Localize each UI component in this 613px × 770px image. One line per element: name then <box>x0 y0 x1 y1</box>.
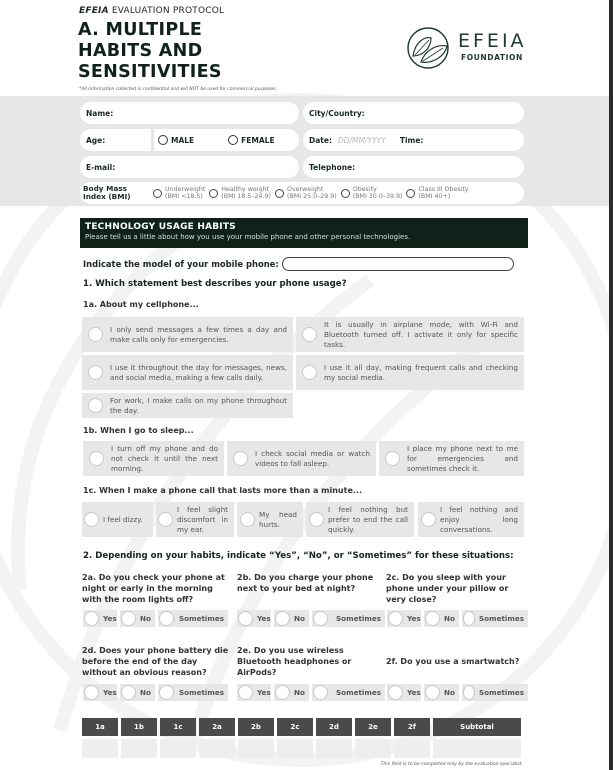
option-1c-2[interactable]: I feel slight discomfort in my ear. <box>156 502 234 537</box>
radio-circle-icon <box>275 189 284 198</box>
bmi-field <box>80 182 524 204</box>
score-cell-subtotal[interactable] <box>433 739 521 758</box>
answers-2e <box>237 684 385 701</box>
option-1a-4[interactable]: I use it all day, making frequent calls and checking my social media. <box>296 355 524 390</box>
radio-circle-icon <box>388 611 403 626</box>
radio-circle-icon <box>158 512 173 527</box>
radio-circle-icon <box>406 189 415 198</box>
answer-2c-no[interactable]: No <box>424 610 459 627</box>
question-2-title: 2. Depending on your habits, indicate “Yes”, “No”, or “Sometimes” for these situations: <box>83 551 514 561</box>
radio-circle-icon <box>88 398 103 413</box>
radio-circle-icon <box>302 327 317 342</box>
score-cell-2a[interactable] <box>199 739 235 758</box>
radio-circle-icon <box>385 451 400 466</box>
radio-circle-icon <box>84 512 99 527</box>
logo-subtitle: FOUNDATION <box>461 53 523 62</box>
radio-circle-icon <box>388 685 403 700</box>
protocol-label: EFEIA EVALUATION PROTOCOL <box>79 6 225 16</box>
answer-2e-yes[interactable]: Yes <box>237 684 271 701</box>
score-cell-2e[interactable] <box>355 739 391 758</box>
radio-circle-icon <box>240 512 255 527</box>
date-time-field[interactable]: Date: DD/MM/YYYY Time: <box>303 129 524 151</box>
answers-2a <box>83 610 228 627</box>
option-1b-1[interactable]: I turn off my phone and do not check it until the next morning. <box>83 441 224 476</box>
specialist-note: This field is to be completed only by the evaluation specialist. <box>380 762 523 767</box>
answer-2a-sometimes[interactable]: Sometimes <box>158 610 228 627</box>
option-1b-3[interactable]: I place my phone next to me for emergencies and sometimes check it. <box>379 441 524 476</box>
question-2f: 2f. Do you use a smartwatch? <box>386 657 520 666</box>
score-cell-1c[interactable] <box>160 739 196 758</box>
page-title: A. MULTIPLE HABITS AND SENSITIVITIES <box>78 20 222 82</box>
score-header: 1a <box>82 718 118 736</box>
answer-2b-sometimes[interactable]: Sometimes <box>312 610 385 627</box>
answers-2d <box>83 684 228 701</box>
male-radio[interactable]: MALE <box>158 135 194 145</box>
answers-2c <box>387 610 528 627</box>
answer-2d-sometimes[interactable]: Sometimes <box>158 684 228 701</box>
score-cell-2d[interactable] <box>316 739 352 758</box>
question-2b: 2b. Do you charge your phone next to your bed at night? <box>237 573 374 593</box>
radio-circle-icon <box>302 365 317 380</box>
radio-circle-icon <box>425 611 440 626</box>
logo-wordmark: EFEIA <box>458 30 527 52</box>
date-placeholder: DD/MM/YYYY <box>337 135 386 145</box>
bmi-option-overweight[interactable]: Overweight (BMI 25.0–29.9) <box>275 186 337 200</box>
option-1c-4[interactable]: I feel nothing but prefer to end the call quickly. <box>306 502 414 537</box>
radio-circle-icon <box>159 685 174 700</box>
score-cell-2c[interactable] <box>277 739 313 758</box>
radio-circle-icon <box>209 189 218 198</box>
radio-circle-icon <box>88 327 103 342</box>
score-cell-2b[interactable] <box>238 739 274 758</box>
radio-circle-icon <box>153 189 162 198</box>
radio-circle-icon <box>121 685 136 700</box>
radio-circle-icon <box>84 685 99 700</box>
gender-field <box>154 129 299 151</box>
radio-circle-icon <box>238 685 253 700</box>
radio-circle-icon <box>88 365 103 380</box>
section-subtitle: Please tell us a little about how you use your mobile phone and other personal technologies. <box>85 233 411 241</box>
option-1c-1[interactable]: I feel dizzy. <box>82 502 153 537</box>
score-header: Subtotal <box>433 718 521 736</box>
name-field[interactable]: Name: <box>80 102 299 124</box>
answer-2a-yes[interactable]: Yes <box>83 610 117 627</box>
phone-model-row <box>83 257 514 271</box>
female-radio[interactable]: FEMALE <box>228 135 274 145</box>
option-1b-2[interactable]: I check social media or watch videos to fall asleep. <box>227 441 376 476</box>
radio-circle-icon <box>159 611 174 626</box>
score-header: 2c <box>277 718 313 736</box>
radio-circle-icon <box>238 611 253 626</box>
answer-2e-sometimes[interactable]: Sometimes <box>312 684 385 701</box>
score-header: 2f <box>394 718 430 736</box>
option-1a-3[interactable]: I use it throughout the day for messages, news, and social media, making a few calls daily. <box>82 355 293 390</box>
answers-2f <box>387 684 528 701</box>
question-2c: 2c. Do you sleep with your phone under your pillow or very close? <box>386 573 509 604</box>
answer-2d-no[interactable]: No <box>120 684 155 701</box>
score-header: 2d <box>316 718 352 736</box>
age-field[interactable]: Age: <box>80 129 151 151</box>
option-1c-3[interactable]: My head hurts. <box>237 502 303 537</box>
answer-2c-sometimes[interactable]: Sometimes <box>462 610 528 627</box>
score-cell-2f[interactable] <box>394 739 430 758</box>
question-1-title: 1. Which statement best describes your phone usage? <box>83 279 347 289</box>
page-edge <box>609 0 613 770</box>
radio-circle-icon <box>158 135 168 145</box>
question-1a-title: 1a. About my cellphone... <box>83 300 199 309</box>
bmi-option-obesity[interactable]: Obesity (BMI 30.0–39.9) <box>341 186 403 200</box>
radio-circle-icon <box>121 611 136 626</box>
section-header <box>80 218 528 248</box>
radio-circle-icon <box>313 685 328 700</box>
score-header: 1c <box>160 718 196 736</box>
radio-circle-icon <box>228 135 238 145</box>
radio-circle-icon <box>463 611 475 626</box>
answer-2e-no[interactable]: No <box>274 684 309 701</box>
email-field[interactable]: E-mail: <box>80 156 299 178</box>
radio-circle-icon <box>313 611 328 626</box>
phone-model-input[interactable] <box>282 257 514 271</box>
score-header: 2a <box>199 718 235 736</box>
radio-circle-icon <box>84 611 99 626</box>
answer-2f-yes[interactable]: Yes <box>387 684 421 701</box>
city-country-field[interactable]: City/Country: <box>303 102 524 124</box>
bmi-option-underweight[interactable]: Underweight (BMI <18.5) <box>153 186 205 200</box>
score-cell-1b[interactable] <box>121 739 157 758</box>
radio-circle-icon <box>89 451 104 466</box>
radio-circle-icon <box>425 685 440 700</box>
telephone-field[interactable]: Telephone: <box>303 156 524 178</box>
answer-2f-no[interactable]: No <box>424 684 459 701</box>
score-table <box>82 718 521 758</box>
radio-circle-icon <box>275 611 290 626</box>
radio-circle-icon <box>463 685 475 700</box>
answer-2b-no[interactable]: No <box>274 610 309 627</box>
bmi-label: Body Mass Index (BMI) <box>83 183 131 201</box>
radio-circle-icon <box>421 512 436 527</box>
score-header: 2b <box>238 718 274 736</box>
answers-2b <box>237 610 385 627</box>
bmi-option-class3[interactable]: Class III Obesity (BMI 40+) <box>406 186 468 200</box>
option-1c-5[interactable]: I feel nothing and enjoy long conversations. <box>418 502 524 537</box>
phone-model-label: Indicate the model of your mobile phone: <box>83 259 279 269</box>
question-2a: 2a. Do you check your phone at night or early in the morning with the room lights off? <box>82 573 225 604</box>
answer-2a-no[interactable]: No <box>120 610 155 627</box>
option-1a-2[interactable]: It is usually in airplane mode, with Wi-Fi and Bluetooth turned off. I activate it only for specific tasks. <box>296 317 524 352</box>
score-cell-1a[interactable] <box>82 739 118 758</box>
radio-circle-icon <box>233 451 248 466</box>
confidentiality-note: *All information collected is confidential and will NOT be used for commercial purposes. <box>79 87 278 92</box>
score-header: 1b <box>121 718 157 736</box>
answer-2d-yes[interactable]: Yes <box>83 684 117 701</box>
radio-circle-icon <box>309 512 324 527</box>
score-header: 2e <box>355 718 391 736</box>
radio-circle-icon <box>275 685 290 700</box>
option-1a-1[interactable]: I only send messages a few times a day and make calls only for emergencies. <box>82 317 293 352</box>
answer-2b-yes[interactable]: Yes <box>237 610 271 627</box>
answer-2c-yes[interactable]: Yes <box>387 610 421 627</box>
question-1b-title: 1b. When I go to sleep... <box>83 426 194 435</box>
section-title: TECHNOLOGY USAGE HABITS <box>85 222 236 232</box>
question-2d: 2d. Does your phone battery die before the end of the day without an obvious reason? <box>82 646 229 677</box>
answer-2f-sometimes[interactable]: Sometimes <box>462 684 528 701</box>
question-1c-title: 1c. When I make a phone call that lasts more than a minute... <box>83 486 362 495</box>
option-1a-5[interactable]: For work, I make calls on my phone throughout the day. <box>82 393 293 418</box>
question-2e: 2e. Do you use wireless Bluetooth headphones or AirPods? <box>237 646 352 677</box>
bmi-option-healthy[interactable]: Healthy weight (BMI 18.5–24.9) <box>209 186 271 200</box>
radio-circle-icon <box>341 189 350 198</box>
